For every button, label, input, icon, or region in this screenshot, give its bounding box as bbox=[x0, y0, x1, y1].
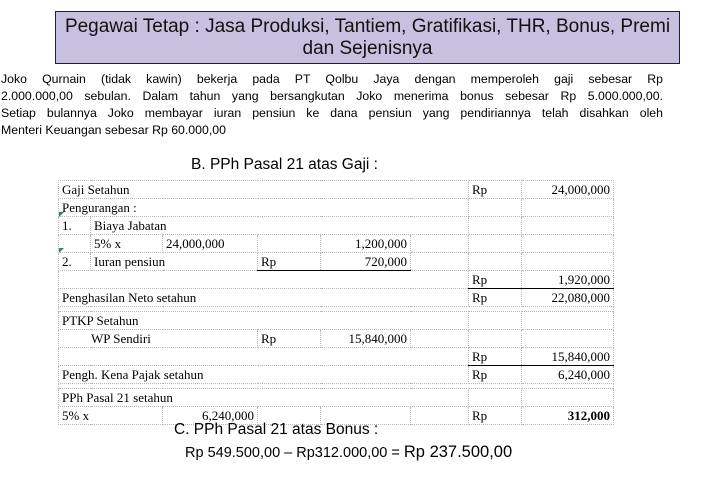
description-line-4: Menteri Keuangan sebesar Rp 60.000,00 bbox=[1, 123, 226, 137]
biaya-base: 24,000,000 bbox=[163, 235, 258, 253]
pph-value: 312,000 bbox=[522, 407, 614, 425]
pph-rate: 5% x bbox=[59, 407, 163, 425]
bonus-calculation bbox=[185, 443, 512, 462]
section-b-heading: B. PPh Pasal 21 atas Gaji : bbox=[191, 156, 378, 173]
gaji-setahun-label: Gaji Setahun bbox=[59, 181, 469, 199]
total-ptkp-value: 15,840,000 bbox=[522, 348, 614, 366]
currency-label: Rp bbox=[469, 366, 522, 384]
pkp-label: Pengh. Kena Pajak setahun bbox=[59, 366, 469, 384]
neto-label: Penghasilan Neto setahun bbox=[59, 289, 469, 307]
gaji-setahun-value: 24,000,000 bbox=[522, 181, 614, 199]
pph-label: PPh Pasal 21 setahun bbox=[59, 389, 469, 407]
table-row bbox=[59, 289, 614, 307]
table-row bbox=[59, 389, 614, 407]
section-c-heading: C. PPh Pasal 21 atas Bonus : bbox=[174, 421, 379, 438]
title-banner bbox=[55, 11, 680, 64]
pph-base: 6,240,000 bbox=[163, 407, 258, 425]
table-row bbox=[59, 330, 614, 348]
currency-label: Rp bbox=[469, 348, 522, 366]
currency-label: Rp bbox=[258, 330, 321, 348]
currency-label: Rp bbox=[469, 181, 522, 199]
table-row bbox=[59, 235, 614, 253]
wp-sendiri-label: WP Sendiri bbox=[59, 330, 258, 348]
item-number: 2. bbox=[59, 253, 91, 271]
pph21-salary-table bbox=[58, 180, 614, 425]
currency-label: Rp bbox=[469, 271, 522, 289]
comment-marker-icon bbox=[59, 212, 64, 217]
title-line-2: dan Sejenisnya bbox=[302, 37, 433, 59]
wp-sendiri-value: 15,840,000 bbox=[321, 330, 411, 348]
table-row bbox=[59, 348, 614, 366]
biaya-jabatan-value: 1,200,000 bbox=[321, 235, 411, 253]
item-number: 1. bbox=[59, 217, 91, 235]
case-description bbox=[1, 71, 663, 139]
description-line-3: Setiap bulannya Joko membayar iuran pensiun ke dana pensiun yang pendiriannya telah disahkan oleh bbox=[1, 106, 663, 120]
ptkp-label: PTKP Setahun bbox=[59, 312, 469, 330]
table-row bbox=[59, 366, 614, 384]
table-row bbox=[59, 181, 614, 199]
comment-marker-icon bbox=[59, 248, 64, 253]
description-line-2: 2.000.000,00 sebulan. Dalam tahun yang bersangkutan Joko menerima bonus sebesar Rp 5.000.000,00. bbox=[1, 89, 663, 103]
pengurangan-label: Pengurangan : bbox=[59, 199, 469, 217]
currency-label: Rp bbox=[258, 253, 321, 271]
title-line-1: Pegawai Tetap : Jasa Produksi, Tantiem, Gratifikasi, THR, Bonus, Premi bbox=[64, 15, 671, 37]
currency-label: Rp bbox=[469, 289, 522, 307]
description-line-1: Joko Qurnain (tidak kawin) bekerja pada PT Qolbu Jaya dengan memperoleh gaji sebesar Rp bbox=[1, 72, 663, 86]
iuran-pensiun-label: Iuran pensiun bbox=[91, 253, 258, 271]
bonus-calc-result: Rp 237.500,00 bbox=[403, 443, 513, 461]
bonus-calc-left: Rp 549.500,00 – Rp312.000,00 = bbox=[185, 445, 400, 461]
table-row bbox=[59, 217, 614, 235]
currency-label: Rp bbox=[469, 407, 522, 425]
iuran-pensiun-value: 720,000 bbox=[321, 253, 411, 271]
table-row bbox=[59, 199, 614, 217]
biaya-rate: 5% x bbox=[91, 235, 163, 253]
biaya-jabatan-label: Biaya Jabatan bbox=[91, 217, 469, 235]
pkp-value: 6,240,000 bbox=[522, 366, 614, 384]
table-row bbox=[59, 312, 614, 330]
neto-value: 22,080,000 bbox=[522, 289, 614, 307]
total-pengurangan-value: 1,920,000 bbox=[522, 271, 614, 289]
table-row bbox=[59, 271, 614, 289]
table-row bbox=[59, 253, 614, 271]
